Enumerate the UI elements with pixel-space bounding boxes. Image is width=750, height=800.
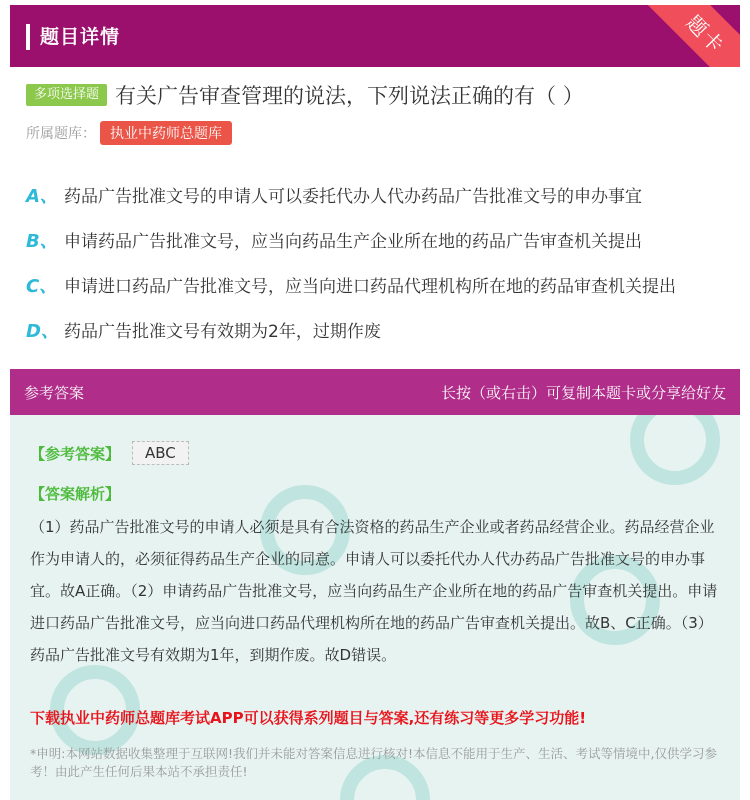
option-letter: B、 <box>26 230 58 252</box>
option-letter: A、 <box>26 185 58 207</box>
analysis-text: （1）药品广告批准文号的申请人必须是具有合法资格的药品生产企业或者药品经营企业。药品经营企业作为申请人的，必须征得药品生产企业的同意。申请人可以委托代办人代办药品广告批准文号的申办事宜。故A正确。（2）申请药品广告批准文号，应当向药品生产企业所在地的药品广告审查机关提出。申请进口药品广告批准文号，应当向进口药品代理机构所在地的药品广告审查机关提出。故B、C正确。（3）药品广告批准文号有效期为1年，到期作废。故D错误。 <box>30 518 718 664</box>
question <box>26 80 726 110</box>
options-list <box>26 172 736 352</box>
question-bank-row <box>26 121 232 145</box>
question-type-badge: 多项选择题 <box>26 84 107 106</box>
answer-panel <box>10 415 740 800</box>
option-text: 药品广告批准文号有效期为2年，过期作废 <box>64 322 381 342</box>
header-accent <box>26 24 30 50</box>
answer-bar-title: 参考答案 <box>24 383 85 402</box>
disclaimer: *申明:本网站数据收集整理于互联网!我们并未能对答案信息进行核对!本信息不能用于生产、生活、考试等情境中,仅供学习参考！由此产生任何后果本站不承担责任! <box>30 746 717 779</box>
bank-label: 所属题库： <box>26 126 96 142</box>
option-letter: C、 <box>26 275 58 297</box>
question-text: 有关广告审查管理的说法，下列说法正确的有（ ） <box>115 84 584 108</box>
option-text: 药品广告批准文号的申请人可以委托代办人代办药品广告批准文号的申办事宜 <box>64 187 642 207</box>
answer-bar <box>10 369 740 415</box>
option-a[interactable] <box>26 172 736 217</box>
bank-badge[interactable]: 执业中药师总题库 <box>100 121 232 145</box>
page-title: 题目详情 <box>40 26 121 48</box>
option-b[interactable] <box>26 217 736 262</box>
app-promo-link[interactable]: 下载执业中药师总题库考试APP可以获得系列题目与答案,还有练习等更多学习功能! <box>30 709 587 727</box>
option-text: 申请进口药品广告批准文号，应当向进口药品代理机构所在地的药品审查机关提出 <box>64 277 676 297</box>
option-d[interactable] <box>26 307 736 352</box>
option-letter: D、 <box>26 320 59 342</box>
analysis-label: 【答案解析】 <box>30 485 121 503</box>
share-hint: 长按（或右击）可复制本题卡或分享给好友 <box>440 383 726 402</box>
answer-label: 【参考答案】 <box>30 444 121 463</box>
answer-row <box>30 441 189 465</box>
answer-value: ABC <box>132 441 189 465</box>
watermark-logo-icon <box>630 415 720 485</box>
corner-ribbon-label: 题卡 <box>681 10 730 59</box>
option-text: 申请药品广告批准文号，应当向药品生产企业所在地的药品广告审查机关提出 <box>64 232 642 252</box>
option-c[interactable] <box>26 262 736 307</box>
corner-ribbon <box>638 5 740 67</box>
header-bar <box>10 5 740 67</box>
